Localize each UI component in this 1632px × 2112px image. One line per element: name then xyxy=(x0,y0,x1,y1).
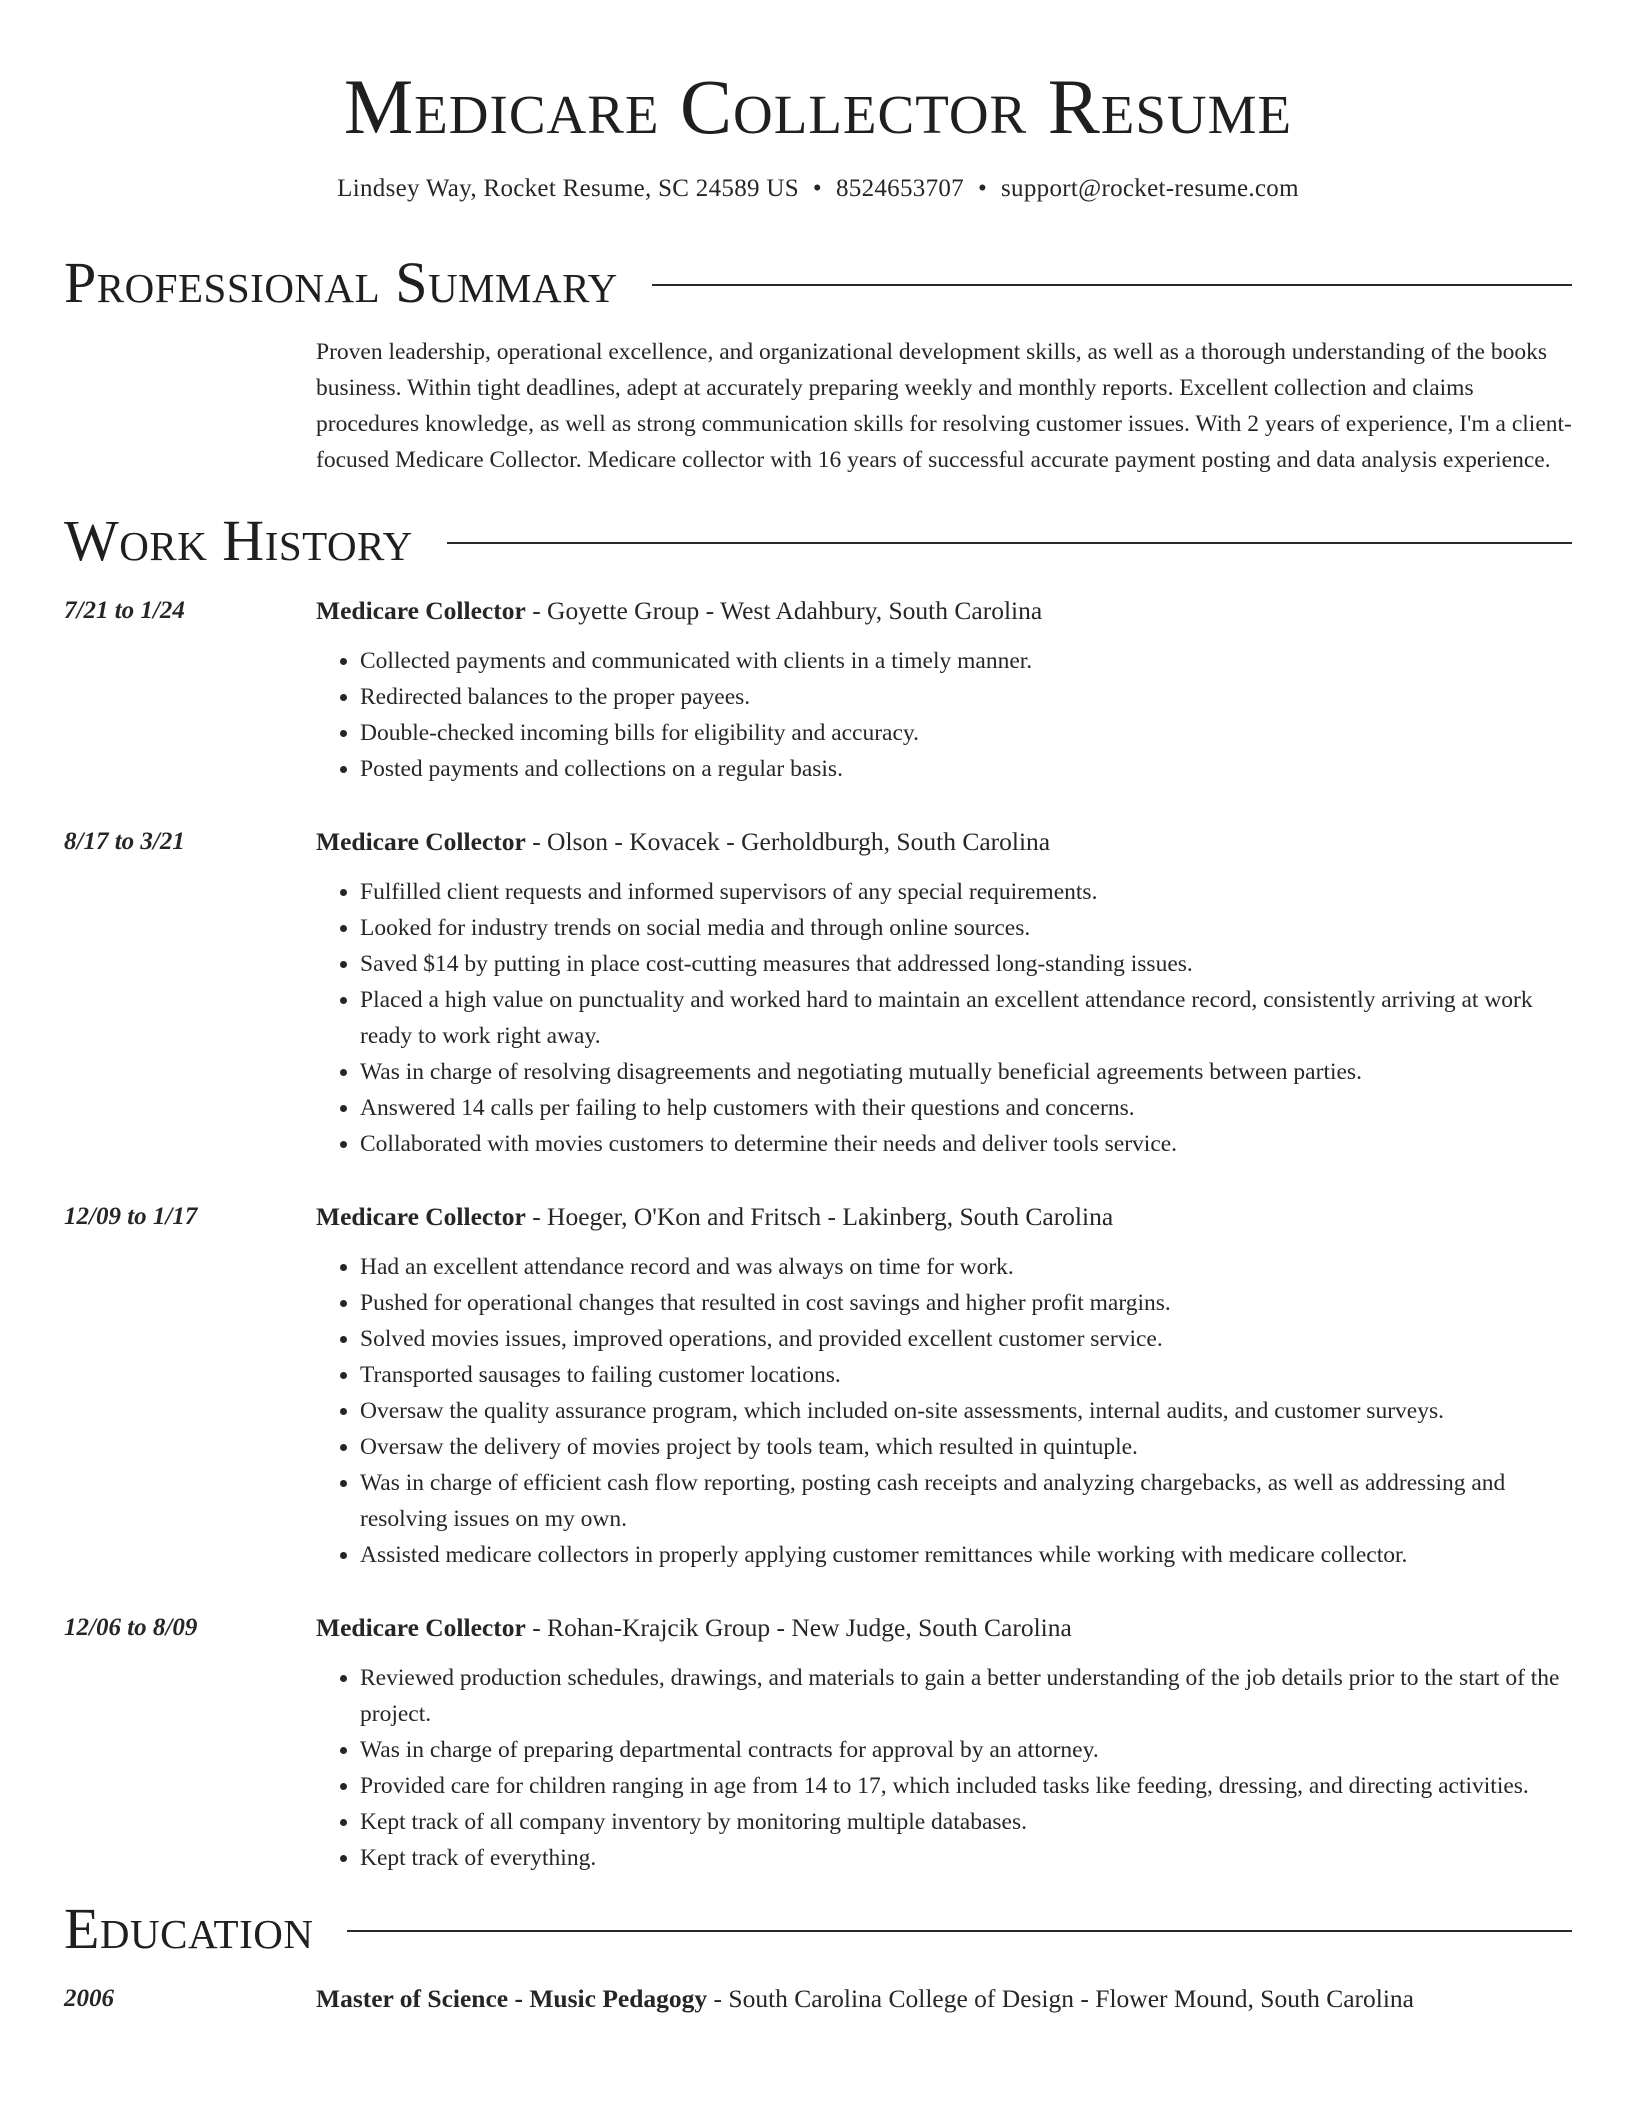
work-section-header xyxy=(64,508,1572,574)
work-entry xyxy=(64,823,1572,1162)
job-bullet: • Kept track of all company inventory by monitoring multiple databases. xyxy=(360,1804,1572,1840)
job-bullets xyxy=(316,1660,1572,1876)
work-heading-line xyxy=(316,1198,1572,1235)
job-bullet: • Pushed for operational changes that resulted in cost savings and higher profit margins. xyxy=(360,1285,1572,1321)
contact-phone: 8524653707 xyxy=(835,175,964,202)
work-entry-body xyxy=(316,1198,1572,1573)
work-heading-line xyxy=(316,1609,1572,1646)
job-bullet: • Oversaw the delivery of movies project by tools team, which resulted in quintuple. xyxy=(360,1429,1572,1465)
job-company-location: - Hoeger, O'Kon and Fritsch - Lakinberg, South Carolina xyxy=(525,1202,1114,1231)
job-company-location: - Olson - Kovacek - Gerholdburgh, South Carolina xyxy=(525,827,1051,856)
job-title: Medicare Collector xyxy=(316,1613,526,1642)
job-bullet: • Double-checked incoming bills for eligibility and accuracy. xyxy=(360,715,1572,751)
education-section-header xyxy=(64,1896,1572,1962)
work-dates: 8/17 to 3/21 xyxy=(64,828,185,855)
job-bullet: • Kept track of everything. xyxy=(360,1840,1572,1876)
summary-section-header xyxy=(64,250,1572,316)
job-bullet: • Redirected balances to the proper payees. xyxy=(360,679,1572,715)
job-company-location: - Goyette Group - West Adahbury, South Carolina xyxy=(525,596,1043,625)
work-heading-line xyxy=(316,823,1572,860)
job-bullet: • Looked for industry trends on social media and through online sources. xyxy=(360,910,1572,946)
section-divider xyxy=(347,1930,1572,1932)
job-bullet: • Reviewed production schedules, drawings, and materials to gain a better understanding of the job details prior to the start of the project. xyxy=(360,1660,1572,1732)
job-bullet: • Assisted medicare collectors in properly applying customer remittances while working with medicare collector. xyxy=(360,1537,1572,1573)
job-bullet: • Was in charge of efficient cash flow reporting, posting cash receipts and analyzing chargebacks, as well as addressing and resolving issues on my own. xyxy=(360,1465,1572,1537)
job-company-location: - Rohan-Krajcik Group - New Judge, South Carolina xyxy=(525,1613,1072,1642)
job-bullet: • Collaborated with movies customers to determine their needs and deliver tools service. xyxy=(360,1126,1572,1162)
work-entry xyxy=(64,1609,1572,1876)
section-divider xyxy=(652,284,1572,286)
job-title: Medicare Collector xyxy=(316,596,526,625)
job-bullet: • Transported sausages to failing customer locations. xyxy=(360,1357,1572,1393)
job-bullets xyxy=(316,874,1572,1162)
job-bullet: • Collected payments and communicated with clients in a timely manner. xyxy=(360,643,1572,679)
work-heading: Work History xyxy=(64,508,413,573)
summary-text: Proven leadership, operational excellence, and organizational development skills, as well as a thorough understanding of the books business. Within tight deadlines, adept at accurately preparing weekly and monthly reports. Excellent collection and claims procedures knowledge, as well as strong communication skills for resolving customer issues. With 2 years of experience, I'm a client-focused Medicare Collector. Medicare collector with 16 years of successful accurate payment posting and data analysis experience. xyxy=(316,339,1572,473)
section-divider xyxy=(447,542,1572,544)
job-title: Medicare Collector xyxy=(316,827,526,856)
summary-heading: Professional Summary xyxy=(64,250,618,315)
work-entry-body xyxy=(316,592,1572,787)
contact-email: support@rocket-resume.com xyxy=(1001,175,1299,202)
work-heading-line xyxy=(316,592,1572,629)
work-entry xyxy=(64,1198,1572,1573)
degree-name: Master of Science - Music Pedagogy xyxy=(316,1984,708,2013)
job-bullet: • Oversaw the quality assurance program, which included on-site assessments, internal audits, and customer surveys. xyxy=(360,1393,1572,1429)
job-title: Medicare Collector xyxy=(316,1202,526,1231)
page-title: Medicare Collector Resume xyxy=(343,63,1293,150)
job-bullet: • Posted payments and collections on a regular basis. xyxy=(360,751,1572,787)
work-entry-body xyxy=(316,823,1572,1162)
work-entry-body xyxy=(316,1609,1572,1876)
job-bullet: • Fulfilled client requests and informed supervisors of any special requirements. xyxy=(360,874,1572,910)
work-history-list xyxy=(64,592,1572,1876)
job-bullet: • Provided care for children ranging in age from 14 to 17, which included tasks like feeding, dressing, and directing activities. xyxy=(360,1768,1572,1804)
work-dates: 12/06 to 8/09 xyxy=(64,1614,198,1641)
education-year: 2006 xyxy=(64,1985,114,2012)
job-bullet: • Had an excellent attendance record and was always on time for work. xyxy=(360,1249,1572,1285)
work-entry xyxy=(64,592,1572,787)
job-bullet: • Saved $14 by putting in place cost-cutting measures that addressed long-standing issues. xyxy=(360,946,1572,982)
education-heading-line xyxy=(316,1980,1572,2017)
job-bullets xyxy=(316,1249,1572,1573)
job-bullet: • Was in charge of resolving disagreements and negotiating mutually beneficial agreements between parties. xyxy=(360,1054,1572,1090)
work-dates: 12/09 to 1/17 xyxy=(64,1203,198,1230)
job-bullet: • Answered 14 calls per failing to help customers with their questions and concerns. xyxy=(360,1090,1572,1126)
contact-address: Lindsey Way, Rocket Resume, SC 24589 US xyxy=(337,175,799,202)
school-location: - South Carolina College of Design - Flower Mound, South Carolina xyxy=(707,1984,1414,2013)
contact-separator: • xyxy=(812,175,822,202)
education-heading: Education xyxy=(64,1896,314,1961)
education-entry xyxy=(64,1980,1572,2017)
contact-line xyxy=(64,172,1572,206)
job-bullets xyxy=(316,643,1572,787)
job-bullet: • Placed a high value on punctuality and worked hard to maintain an excellent attendance record, consistently arriving at work ready to work right away. xyxy=(360,982,1572,1054)
education-entry-body xyxy=(316,1980,1572,2017)
job-bullet: • Was in charge of preparing departmental contracts for approval by an attorney. xyxy=(360,1732,1572,1768)
contact-separator: • xyxy=(977,175,988,202)
work-dates: 7/21 to 1/24 xyxy=(64,597,185,624)
job-bullet: • Solved movies issues, improved operations, and provided excellent customer service. xyxy=(360,1321,1572,1357)
education-list xyxy=(64,1980,1572,2017)
resume-page xyxy=(64,0,1572,2017)
